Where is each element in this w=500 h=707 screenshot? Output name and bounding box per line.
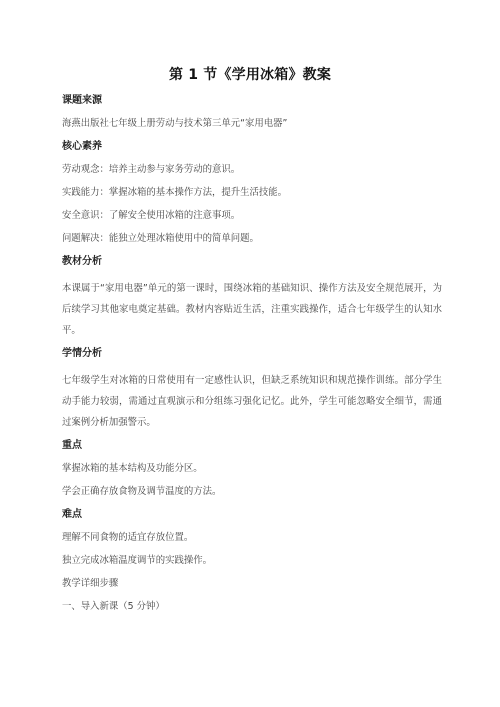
steps-heading: 教学详细步骤 [62,578,119,589]
core-item: 安全意识：了解安全使用冰箱的注意事项。 [62,210,241,221]
source-text: 海燕出版社七年级上册劳动与技术第三单元“家用电器” [62,118,288,129]
material-text: 本课属于“家用电器”单元的第一课时，围绕冰箱的基础知识、操作方法及安全规范展开，为后续学习其他家电奠定基础。教材内容贴近生活，注重实践操作，适合七年级学生的认知水平。 [62,283,442,336]
document-title: 第 1 节《学用冰箱》教案 [168,67,332,83]
document-body [62,94,442,623]
steps-first-item: 一、导入新课（5 分钟） [62,601,165,612]
students-text: 七年级学生对冰箱的日常使用有一定感性认识，但缺乏系统知识和规范操作训练。部分学生动手能力较弱，需通过直观演示和分组练习强化记忆。此外，学生可能忽略安全细节，需通过案例分析加强警示。 [62,375,442,428]
key-item: 学会正确存放食物及调节温度的方法。 [62,486,222,497]
core-item: 实践能力：掌握冰箱的基本操作方法，提升生活技能。 [62,187,288,198]
difficult-item: 独立完成冰箱温度调节的实践操作。 [62,555,213,566]
core-item: 问题解决：能独立处理冰箱使用中的简单问题。 [62,233,259,244]
section-heading-core: 核心素养 [62,141,102,152]
core-item: 劳动观念：培养主动参与家务劳动的意识。 [62,164,241,175]
section-heading-difficult: 难点 [62,509,82,520]
key-item: 掌握冰箱的基本结构及功能分区。 [62,463,203,474]
difficult-item: 理解不同食物的适宜存放位置。 [62,532,194,543]
section-heading-source: 课题来源 [62,95,102,106]
section-heading-material: 教材分析 [62,256,102,267]
section-heading-key: 重点 [62,440,82,451]
section-heading-students: 学情分析 [62,348,102,359]
